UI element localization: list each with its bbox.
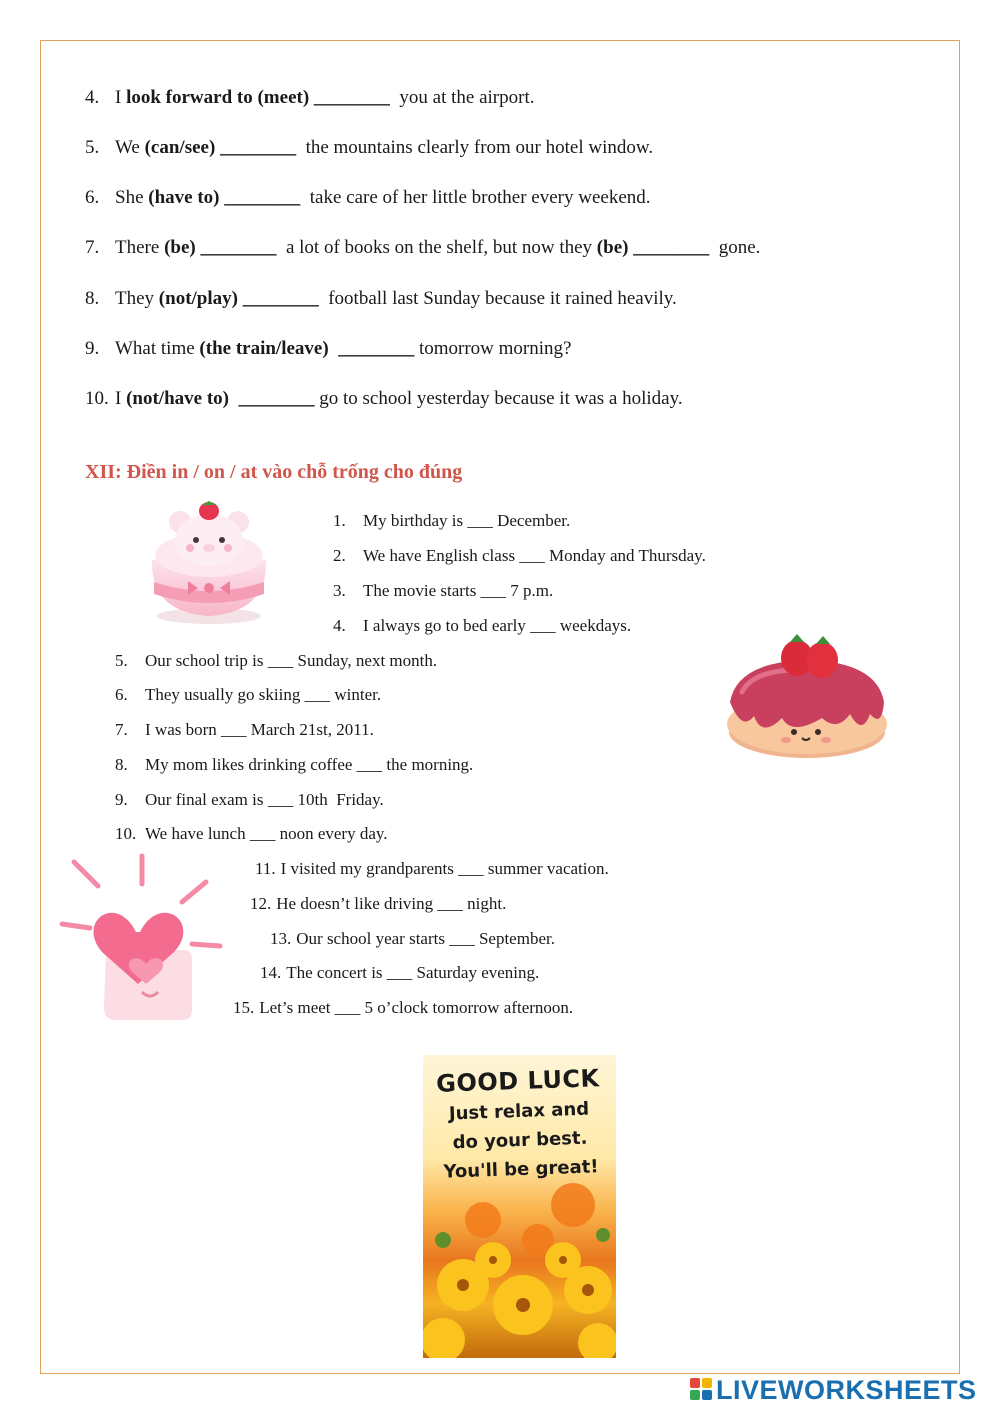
answer-blank[interactable]: ________ [328, 338, 419, 359]
item-text: (be) [164, 237, 196, 258]
poster-line: Just relax and [448, 1098, 590, 1125]
strawberry-bear-cake-image [140, 500, 278, 626]
item-text: There [115, 237, 165, 258]
item-text: My birthday is ___ December. [363, 511, 571, 530]
exercise-item [85, 186, 651, 210]
item-text: (be) [596, 237, 629, 258]
item-text: (have to) [148, 187, 220, 208]
logo-mark-icon [690, 1378, 712, 1402]
answer-blank[interactable]: ________ [309, 87, 400, 108]
item-text: She [115, 187, 149, 208]
strawberry-bun-image [722, 632, 892, 762]
exercise-item [115, 754, 473, 776]
item-number: 6. [85, 187, 100, 208]
exercise-item [333, 615, 631, 637]
item-number: 5. [115, 651, 128, 670]
item-number: 15. [233, 998, 255, 1017]
answer-blank[interactable]: ________ [228, 388, 320, 409]
exercise-item [115, 823, 388, 845]
item-text: a lot of books on the shelf, but now they [285, 237, 597, 258]
exercise-item [270, 928, 555, 950]
exercise-item [250, 893, 506, 915]
exercise-item [85, 86, 535, 110]
poster-title: GOOD LUCK [435, 1064, 601, 1098]
item-number: 10. [85, 388, 109, 409]
item-number: 8. [85, 288, 100, 309]
exercise-item [85, 287, 677, 311]
poster-line: do your best. [452, 1127, 588, 1154]
item-text: The movie starts ___ 7 p.m. [363, 581, 554, 600]
item-text: We have lunch ___ noon every day. [145, 824, 388, 843]
exercise-item [255, 858, 609, 880]
answer-blank[interactable]: ________ [237, 288, 329, 309]
item-number: 4. [333, 616, 346, 635]
exercise-item [115, 719, 374, 741]
item-text: (the train/leave) [199, 338, 329, 359]
item-text: He doesn’t like driving ___ night. [276, 894, 507, 913]
item-text: The concert is ___ Saturday evening. [286, 963, 540, 982]
poster-line: You'll be great! [443, 1156, 599, 1183]
item-text: (not/play) [158, 288, 238, 309]
item-number: 6. [115, 685, 128, 704]
good-luck-poster [423, 1055, 616, 1358]
item-text: We [115, 137, 145, 158]
item-text: I was born ___ March 21st, 2011. [145, 720, 374, 739]
item-text: Our final exam is ___ 10th Friday. [145, 790, 384, 809]
item-number: 7. [115, 720, 128, 739]
item-number: 7. [85, 237, 100, 258]
item-text: (can/see) [144, 137, 216, 158]
item-text: I always go to bed early ___ weekdays. [363, 616, 632, 635]
item-text: look forward to (meet) [126, 87, 310, 108]
item-text: Our school trip is ___ Sunday, next month. [145, 651, 438, 670]
item-text: I visited my grandparents ___ summer vacation. [280, 859, 609, 878]
exercise-item [233, 997, 573, 1019]
item-text: tomorrow morning? [418, 338, 572, 359]
item-number: 4. [85, 87, 100, 108]
item-text: My mom likes drinking coffee ___ the morning. [145, 755, 474, 774]
item-text: What time [115, 338, 200, 359]
exercise-item [260, 962, 539, 984]
item-number: 5. [85, 137, 100, 158]
item-number: 9. [115, 790, 128, 809]
exercise-item [333, 580, 553, 602]
answer-blank[interactable]: ________ [195, 237, 286, 258]
item-number: 3. [333, 581, 346, 600]
section-xii-heading: XII: Điền in / on / at vào chỗ trống cho đúng [85, 461, 463, 483]
item-text: We have English class ___ Monday and Thursday. [363, 546, 706, 565]
item-text: I [115, 388, 127, 409]
liveworksheets-logo[interactable] [690, 1374, 977, 1406]
heart-gift-image [56, 852, 226, 1024]
item-text: (not/have to) [126, 388, 229, 409]
item-text: They [115, 288, 159, 309]
item-text: football last Sunday because it rained heavily. [328, 288, 677, 309]
item-number: 14. [260, 963, 282, 982]
item-number: 8. [115, 755, 128, 774]
item-text: gone. [718, 237, 761, 258]
item-number: 10. [115, 824, 137, 843]
answer-blank[interactable]: ________ [219, 187, 310, 208]
exercise-item [333, 545, 706, 567]
item-text: They usually go skiing ___ winter. [145, 685, 382, 704]
answer-blank[interactable]: ________ [628, 237, 719, 258]
exercise-item [115, 789, 384, 811]
item-number: 12. [250, 894, 272, 913]
item-text: Our school year starts ___ September. [296, 929, 555, 948]
exercise-item [85, 136, 653, 160]
item-text: the mountains clearly from our hotel window. [305, 137, 654, 158]
item-number: 9. [85, 338, 100, 359]
exercise-item [115, 684, 381, 706]
item-text: I [115, 87, 127, 108]
answer-blank[interactable]: ________ [215, 137, 306, 158]
exercise-item [115, 650, 437, 672]
item-text: you at the airport. [399, 87, 535, 108]
item-number: 2. [333, 546, 346, 565]
item-number: 11. [255, 859, 276, 878]
item-text: take care of her little brother every weekend. [309, 187, 651, 208]
exercise-item [85, 236, 760, 260]
item-text: go to school yesterday because it was a holiday. [319, 388, 683, 409]
brand-name: LIVEWORKSHEETS [716, 1374, 977, 1405]
exercise-item [85, 387, 683, 411]
item-number: 13. [270, 929, 292, 948]
item-text: Let’s meet ___ 5 o’clock tomorrow afternoon. [259, 998, 574, 1017]
item-number: 1. [333, 511, 346, 530]
exercise-item [85, 337, 571, 361]
exercise-item [333, 510, 570, 532]
